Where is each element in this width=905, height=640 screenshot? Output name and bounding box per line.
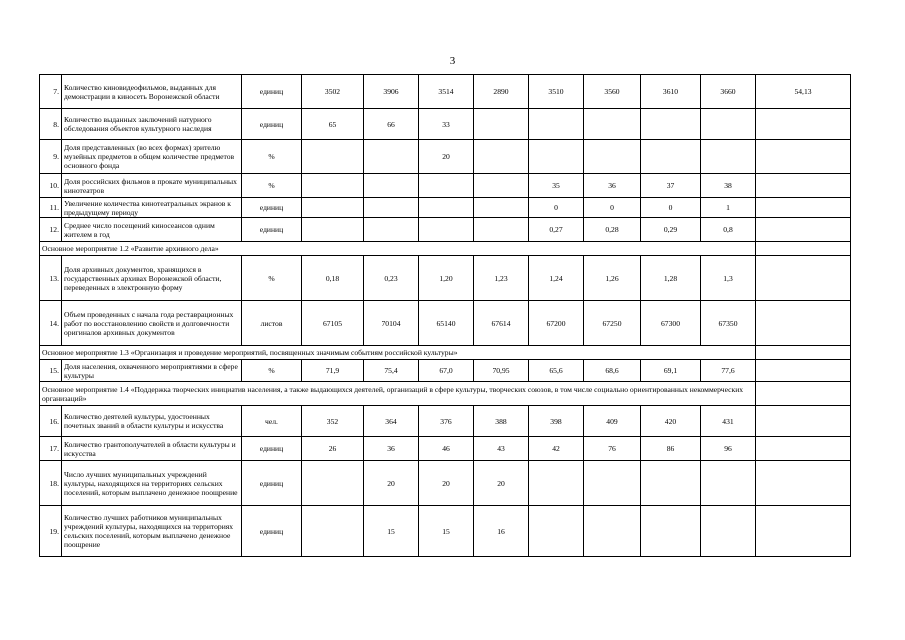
value-cell: 376 [419,406,474,437]
value-cell [641,140,701,174]
unit-of-measure: единиц [242,75,302,109]
value-cell [364,174,419,198]
value-cell: 70,95 [474,360,529,382]
value-cell [302,174,364,198]
unit-of-measure: % [242,140,302,174]
unit-of-measure: единиц [242,218,302,242]
value-cell: 26 [302,437,364,461]
value-cell [364,198,419,218]
indicator-name: Число лучших муниципальных учреждений культуры, находящихся на территориях сельских поселений, которым выплачено денежное поощрение [62,461,242,506]
indicator-name: Доля архивных документов, хранящихся в государственных архивах Воронежской области, переведенных в электронную форму [62,256,242,301]
value-cell [701,109,756,140]
table-row [40,437,851,461]
empty-cell [756,346,851,360]
indicator-name: Количество деятелей культуры, удостоенных почетных званий в области культуры и искусства [62,406,242,437]
value-cell: 3510 [529,75,584,109]
row-number: 18. [40,461,62,506]
value-cell [584,109,641,140]
value-cell [302,140,364,174]
value-cell [302,461,364,506]
table-row [40,301,851,346]
table-row [40,256,851,301]
value-cell [529,109,584,140]
value-cell: 46 [419,437,474,461]
value-cell [756,174,851,198]
value-cell [584,506,641,557]
value-cell [756,406,851,437]
value-cell: 364 [364,406,419,437]
value-cell: 3502 [302,75,364,109]
value-cell: 0,29 [641,218,701,242]
unit-of-measure: единиц [242,198,302,218]
value-cell: 3560 [584,75,641,109]
value-cell [756,437,851,461]
value-cell: 0 [529,198,584,218]
row-number: 19. [40,506,62,557]
value-cell [302,198,364,218]
value-cell: 67250 [584,301,641,346]
value-cell: 15 [419,506,474,557]
value-cell [756,256,851,301]
value-cell: 1,3 [701,256,756,301]
table-row [40,140,851,174]
value-cell [756,140,851,174]
value-cell: 67350 [701,301,756,346]
indicator-name: Количество лучших работников муниципальных учреждений культуры, находящихся на территориях сельских поселений, которым выплачено денежное поощрение [62,506,242,557]
value-cell: 0,8 [701,218,756,242]
value-cell: 75,4 [364,360,419,382]
value-cell [302,506,364,557]
table-row [40,461,851,506]
value-cell [364,218,419,242]
value-cell [474,174,529,198]
table-row [40,360,851,382]
value-cell: 37 [641,174,701,198]
table-row [40,406,851,437]
table-row [40,174,851,198]
value-cell [474,140,529,174]
value-cell: 420 [641,406,701,437]
indicators-table [39,74,851,557]
value-cell: 2890 [474,75,529,109]
value-cell: 86 [641,437,701,461]
value-cell: 1,23 [474,256,529,301]
unit-of-measure: % [242,360,302,382]
value-cell [529,461,584,506]
value-cell: 96 [701,437,756,461]
row-number: 10. [40,174,62,198]
unit-of-measure: единиц [242,109,302,140]
value-cell [529,140,584,174]
unit-of-measure: единиц [242,461,302,506]
value-cell [641,506,701,557]
value-cell: 20 [364,461,419,506]
value-cell: 431 [701,406,756,437]
value-cell [474,198,529,218]
value-cell: 69,1 [641,360,701,382]
value-cell: 1,28 [641,256,701,301]
value-cell: 42 [529,437,584,461]
value-cell [756,109,851,140]
value-cell: 36 [364,437,419,461]
indicator-name: Объем проведенных с начала года реставрационных работ по восстановлению свойств и долговечности оригиналов архивных документов [62,301,242,346]
table-row [40,218,851,242]
value-cell: 20 [419,140,474,174]
value-cell: 352 [302,406,364,437]
value-cell: 0 [641,198,701,218]
indicator-name: Доля населения, охваченного мероприятиями в сфере культуры [62,360,242,382]
indicator-name: Доля российских фильмов в прокате муниципальных кинотеатров [62,174,242,198]
value-cell: 67,0 [419,360,474,382]
value-cell: 20 [419,461,474,506]
value-cell [474,218,529,242]
row-number: 11. [40,198,62,218]
unit-of-measure: % [242,174,302,198]
value-cell: 0,27 [529,218,584,242]
value-cell: 3514 [419,75,474,109]
value-cell [419,198,474,218]
value-cell [529,506,584,557]
row-number: 17. [40,437,62,461]
section-title: Основное мероприятие 1.2 «Развитие архивного дела» [40,242,756,256]
value-cell [756,218,851,242]
indicator-name: Количество выданных заключений натурного обследования объектов культурного наследия [62,109,242,140]
value-cell: 76 [584,437,641,461]
unit-of-measure: единиц [242,437,302,461]
value-cell: 43 [474,437,529,461]
value-cell: 0,18 [302,256,364,301]
value-cell [584,140,641,174]
row-number: 13. [40,256,62,301]
value-cell: 3610 [641,75,701,109]
page-number: 3 [449,55,456,67]
value-cell [756,301,851,346]
value-cell: 0,28 [584,218,641,242]
value-cell: 15 [364,506,419,557]
value-cell [364,140,419,174]
indicator-name: Доля представленных (во всех формах) зрителю музейных предметов в общем количестве предметов основного фонда [62,140,242,174]
unit-of-measure: чел. [242,406,302,437]
value-cell: 20 [474,461,529,506]
value-cell: 77,6 [701,360,756,382]
value-cell: 0 [584,198,641,218]
row-number: 16. [40,406,62,437]
indicator-name: Количество грантополучателей в области культуры и искусства [62,437,242,461]
table-row [40,506,851,557]
value-cell: 38 [701,174,756,198]
value-cell: 67200 [529,301,584,346]
value-cell: 65,6 [529,360,584,382]
indicator-name: Среднее число посещений киносеансов одним жителем в год [62,218,242,242]
value-cell: 33 [419,109,474,140]
value-cell: 1,26 [584,256,641,301]
indicator-name: Увеличение количества кинотеатральных экранов к предыдущему периоду [62,198,242,218]
indicator-name: Количество киновидеофильмов, выданных для демонстрации в киносеть Воронежской области [62,75,242,109]
unit-of-measure: % [242,256,302,301]
value-cell [701,461,756,506]
value-cell: 3906 [364,75,419,109]
row-number: 12. [40,218,62,242]
value-cell: 409 [584,406,641,437]
value-cell: 388 [474,406,529,437]
value-cell: 1,24 [529,256,584,301]
value-cell: 70104 [364,301,419,346]
value-cell [701,506,756,557]
row-number: 7. [40,75,62,109]
value-cell [701,140,756,174]
value-cell: 65140 [419,301,474,346]
value-cell [641,461,701,506]
section-row [40,382,851,406]
empty-cell [756,382,851,406]
row-number: 8. [40,109,62,140]
value-cell: 3660 [701,75,756,109]
value-cell [474,109,529,140]
table-row [40,75,851,109]
value-cell [584,461,641,506]
section-row [40,242,851,256]
row-number: 15. [40,360,62,382]
value-cell [302,218,364,242]
unit-of-measure: листов [242,301,302,346]
value-cell: 66 [364,109,419,140]
value-cell: 36 [584,174,641,198]
value-cell: 398 [529,406,584,437]
value-cell: 65 [302,109,364,140]
section-title: Основное мероприятие 1.4 «Поддержка творческих инициатив населения, а также выдающихся деятелей, организаций в сфере культуры, творческих союзов, в том числе социально ориентированных некоммерческих организаций» [40,382,756,406]
value-cell: 68,6 [584,360,641,382]
value-cell [641,109,701,140]
row-number: 14. [40,301,62,346]
value-cell: 54,13 [756,75,851,109]
unit-of-measure: единиц [242,506,302,557]
value-cell: 67105 [302,301,364,346]
value-cell [756,506,851,557]
value-cell: 67300 [641,301,701,346]
value-cell: 71,9 [302,360,364,382]
value-cell: 67614 [474,301,529,346]
value-cell [419,218,474,242]
section-title: Основное мероприятие 1.3 «Организация и проведение мероприятий, посвященных значимым событиям российской культуры» [40,346,756,360]
value-cell: 1,20 [419,256,474,301]
value-cell: 0,23 [364,256,419,301]
value-cell: 1 [701,198,756,218]
table-row [40,109,851,140]
value-cell: 35 [529,174,584,198]
row-number: 9. [40,140,62,174]
value-cell [419,174,474,198]
value-cell [756,198,851,218]
value-cell [756,360,851,382]
section-row [40,346,851,360]
table-row [40,198,851,218]
empty-cell [756,242,851,256]
value-cell [756,461,851,506]
value-cell: 16 [474,506,529,557]
